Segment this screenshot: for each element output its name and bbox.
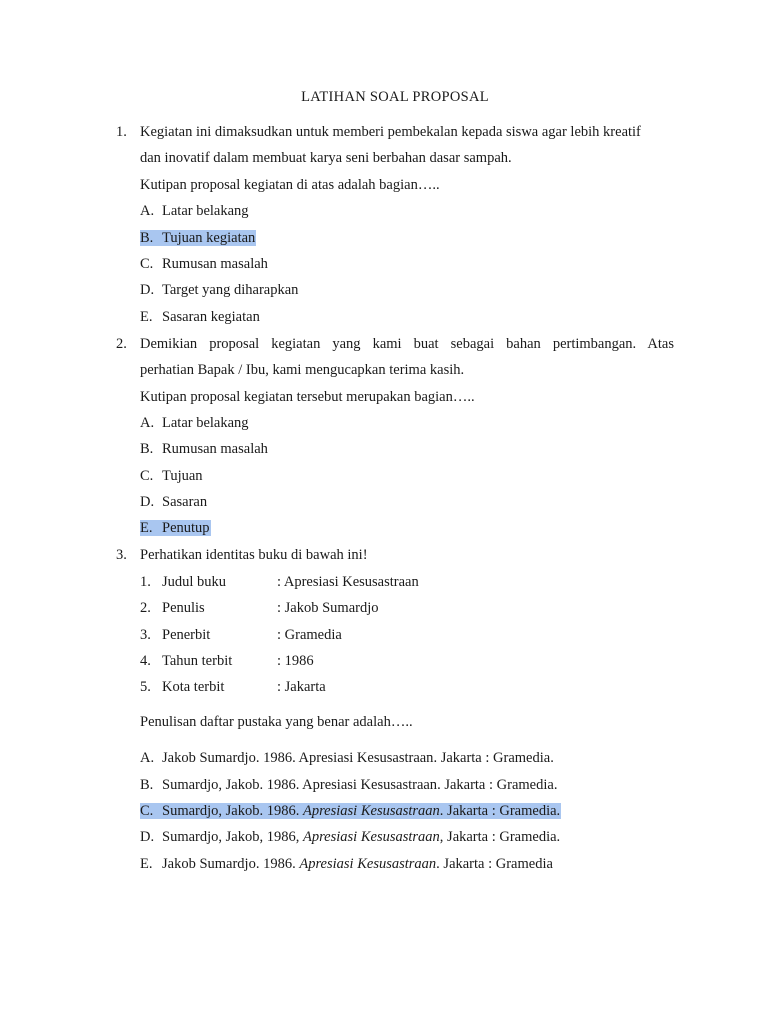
option-e[interactable] <box>140 307 260 327</box>
question-text-line: Demikian proposal kegiatan yang kami buat sebagai bahan pertimbangan. Atas <box>140 336 674 352</box>
option-letter: B. <box>140 441 154 457</box>
option-d[interactable] <box>140 827 560 847</box>
option-text: Tujuan <box>162 468 203 484</box>
option-letter: E. <box>140 520 153 536</box>
option-letter: A. <box>140 415 155 431</box>
option-c[interactable] <box>140 254 268 274</box>
book-row-value: : Jakarta <box>277 679 326 695</box>
question-text-line: dan inovatif dalam membuat karya seni berbahan dasar sampah. <box>140 150 512 166</box>
question-prompt: Kutipan proposal kegiatan di atas adalah bagian….. <box>140 177 440 193</box>
option-letter: B. <box>140 777 154 793</box>
option-letter: D. <box>140 494 155 510</box>
option-e-highlighted[interactable] <box>140 518 211 538</box>
option-text: Sumardjo, Jakob. 1986. Apresiasi Kesusastraan. Jakarta : Gramedia. <box>162 803 561 819</box>
question-text-line: Kegiatan ini dimaksudkan untuk memberi pembekalan kepada siswa agar lebih kreatif <box>140 124 641 140</box>
book-row-label: Tahun terbit <box>162 653 233 669</box>
option-letter: E. <box>140 856 153 872</box>
question-number: 1. <box>116 124 127 140</box>
option-letter: E. <box>140 309 153 325</box>
option-e[interactable] <box>140 854 553 874</box>
option-letter: D. <box>140 282 155 298</box>
option-a[interactable] <box>140 413 249 433</box>
book-row-value: : 1986 <box>277 653 314 669</box>
option-text: Jakob Sumardjo. 1986. Apresiasi Kesusastraan. Jakarta : Gramedia <box>162 856 553 872</box>
book-row-label: Kota terbit <box>162 679 225 695</box>
option-a[interactable] <box>140 748 554 768</box>
option-b-highlighted[interactable] <box>140 228 256 248</box>
book-row-number: 1. <box>140 574 151 590</box>
option-b[interactable] <box>140 439 268 459</box>
book-row <box>140 651 314 671</box>
option-a[interactable] <box>140 201 249 221</box>
book-row <box>140 598 379 618</box>
book-row <box>140 677 326 697</box>
book-row-label: Penerbit <box>162 627 211 643</box>
document-title: LATIHAN SOAL PROPOSAL <box>301 89 489 105</box>
book-row-number: 4. <box>140 653 151 669</box>
book-row-label: Penulis <box>162 600 205 616</box>
option-text: Target yang diharapkan <box>162 282 299 298</box>
option-letter: D. <box>140 829 155 845</box>
book-row-label: Judul buku <box>162 574 227 590</box>
book-row-number: 3. <box>140 627 151 643</box>
book-row-number: 2. <box>140 600 151 616</box>
book-row-value: : Jakob Sumardjo <box>277 600 379 616</box>
option-text: Sasaran kegiatan <box>162 309 260 325</box>
option-text: Sasaran <box>162 494 208 510</box>
book-row-value: : Gramedia <box>277 627 342 643</box>
option-letter: A. <box>140 203 155 219</box>
question-prompt: Kutipan proposal kegiatan tersebut merupakan bagian….. <box>140 389 475 405</box>
option-text: Penutup <box>162 520 210 536</box>
question-number: 2. <box>116 336 127 352</box>
option-text: Sumardjo, Jakob, 1986, Apresiasi Kesusastraan, Jakarta : Gramedia. <box>162 829 561 845</box>
book-row-number: 5. <box>140 679 151 695</box>
option-d[interactable] <box>140 492 207 512</box>
option-text: Jakob Sumardjo. 1986. Apresiasi Kesusastraan. Jakarta : Gramedia. <box>162 750 554 766</box>
option-text: Sumardjo, Jakob. 1986. Apresiasi Kesusastraan. Jakarta : Gramedia. <box>162 777 558 793</box>
question-number: 3. <box>116 547 127 563</box>
option-text: Tujuan kegiatan <box>162 230 256 246</box>
option-b[interactable] <box>140 775 557 795</box>
option-letter: C. <box>140 803 154 819</box>
option-letter: B. <box>140 230 154 246</box>
option-text: Latar belakang <box>162 203 249 219</box>
option-text: Rumusan masalah <box>162 256 268 272</box>
book-row <box>140 572 419 592</box>
question-text-line: Perhatikan identitas buku di bawah ini! <box>140 547 368 563</box>
option-d[interactable] <box>140 280 298 300</box>
question-text-line: perhatian Bapak / Ibu, kami mengucapkan terima kasih. <box>140 362 465 378</box>
option-c-highlighted[interactable] <box>140 801 561 821</box>
book-row <box>140 625 342 645</box>
option-letter: C. <box>140 468 154 484</box>
option-text: Latar belakang <box>162 415 249 431</box>
book-row-value: : Apresiasi Kesusastraan <box>277 574 419 590</box>
question-prompt: Penulisan daftar pustaka yang benar adalah….. <box>140 714 413 730</box>
option-letter: A. <box>140 750 155 766</box>
option-text: Rumusan masalah <box>162 441 268 457</box>
option-letter: C. <box>140 256 154 272</box>
option-c[interactable] <box>140 466 203 486</box>
